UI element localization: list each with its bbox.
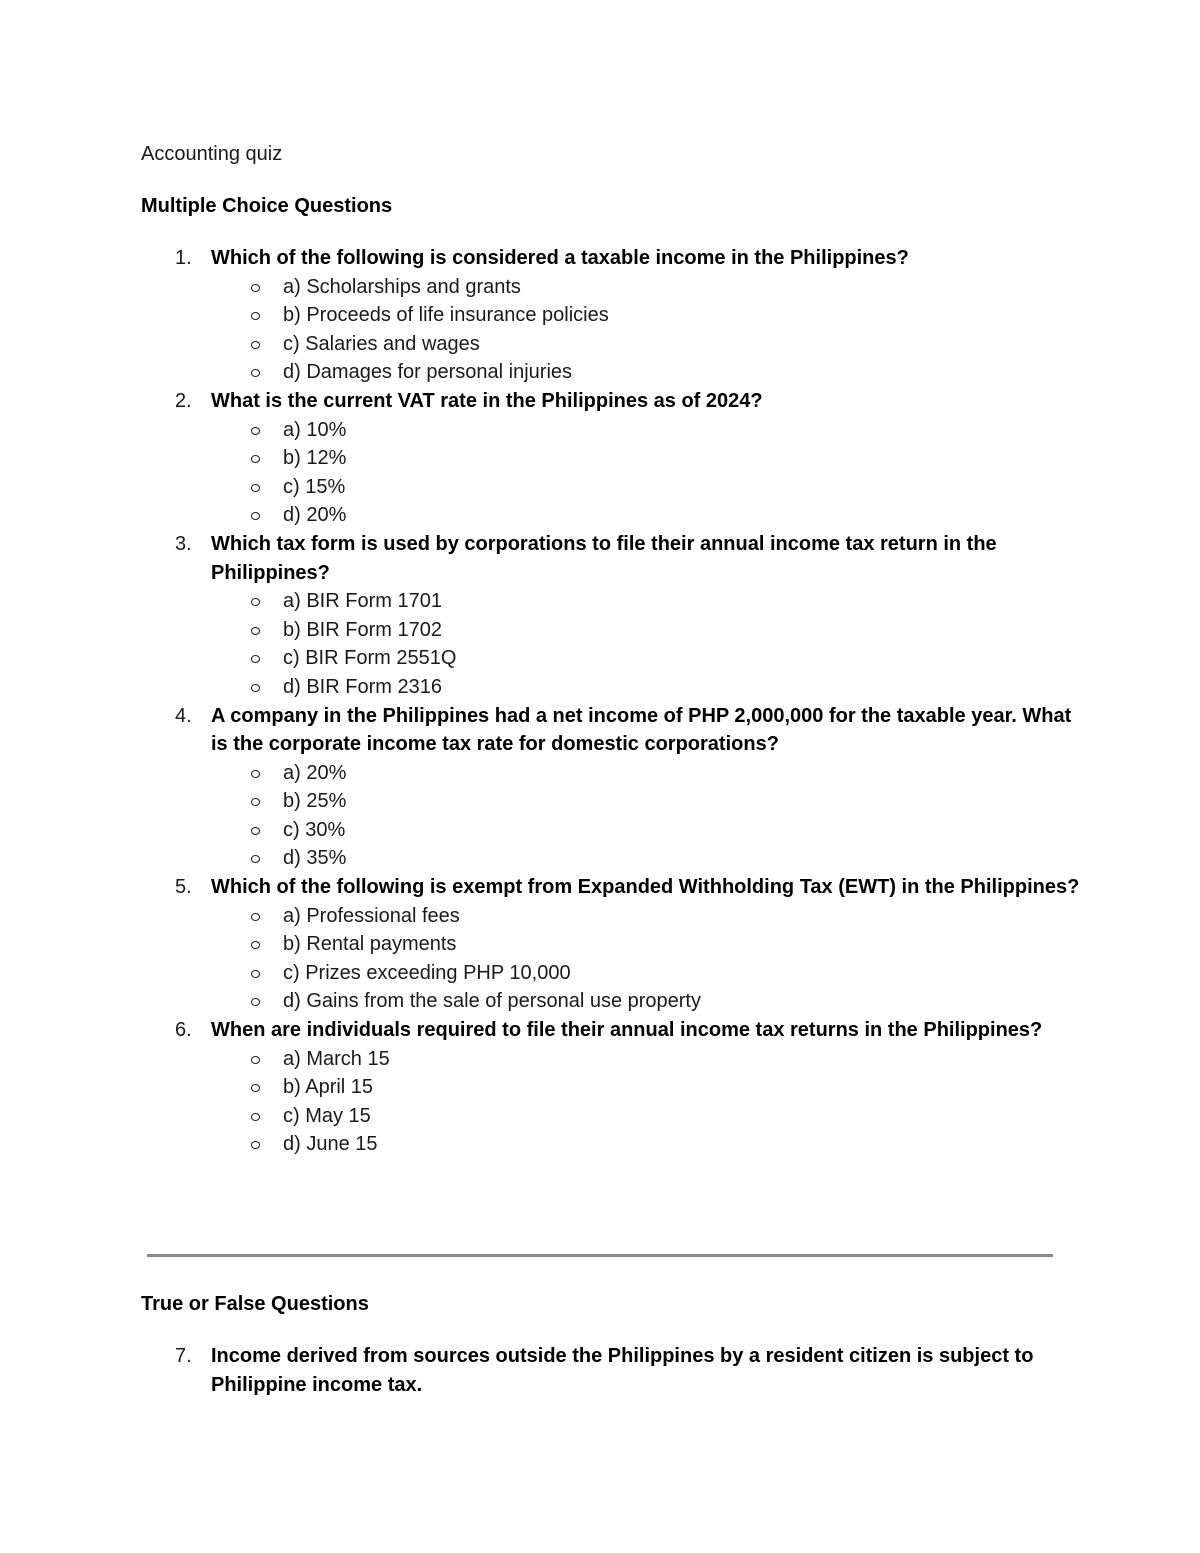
- circle-bullet-icon: [251, 1056, 260, 1064]
- circle-bullet-icon: [251, 284, 260, 292]
- circle-bullet-icon: [251, 770, 260, 778]
- question-number: 2.: [175, 389, 192, 412]
- option-text: a) Scholarships and grants: [283, 275, 521, 298]
- circle-bullet-icon: [251, 798, 260, 806]
- option-text: b) Rental payments: [283, 933, 457, 956]
- option-text: b) Proceeds of life insurance policies: [283, 304, 609, 327]
- circle-bullet-icon: [251, 1141, 260, 1149]
- circle-bullet-icon: [251, 427, 260, 435]
- circle-bullet-icon: [251, 684, 260, 692]
- option-c: [211, 473, 1081, 502]
- option-text: d) Gains from the sale of personal use property: [283, 990, 701, 1013]
- option-text: c) 30%: [283, 818, 346, 841]
- option-b: [211, 787, 1081, 816]
- circle-bullet-icon: [251, 855, 260, 863]
- circle-bullet-icon: [251, 970, 260, 978]
- question-6: [141, 1016, 1081, 1159]
- circle-bullet-icon: [251, 341, 260, 349]
- option-d: [211, 1130, 1081, 1159]
- question-text: What is the current VAT rate in the Philippines as of 2024?: [211, 389, 763, 412]
- circle-bullet-icon: [251, 627, 260, 635]
- option-list: [211, 416, 1081, 530]
- option-d: [211, 844, 1081, 873]
- option-d: [211, 673, 1081, 702]
- option-b: [211, 301, 1081, 330]
- option-list: [211, 273, 1081, 387]
- question-4: [141, 702, 1081, 874]
- option-text: d) BIR Form 2316: [283, 675, 442, 698]
- question-text: Income derived from sources outside the Philippines by a resident citizen is subject to Philippine income tax.: [211, 1345, 1034, 1396]
- circle-bullet-icon: [251, 312, 260, 320]
- option-b: [211, 444, 1081, 473]
- circle-bullet-icon: [251, 484, 260, 492]
- question-text: Which tax form is used by corporations to file their annual income tax return in the Philippines?: [211, 532, 997, 584]
- horizontal-divider: [147, 1254, 1053, 1257]
- option-list: [211, 1045, 1081, 1159]
- question-number: 3.: [175, 532, 192, 555]
- question-1: [141, 244, 1081, 387]
- circle-bullet-icon: [251, 1084, 260, 1092]
- question-text: Which of the following is exempt from Expanded Withholding Tax (EWT) in the Philippines?: [211, 876, 1080, 899]
- circle-bullet-icon: [251, 655, 260, 663]
- true-false-list: [141, 1342, 1081, 1399]
- option-d: [211, 358, 1081, 387]
- question-number: 7.: [175, 1345, 192, 1367]
- option-a: [211, 902, 1081, 931]
- option-a: [211, 416, 1081, 445]
- option-d: [211, 987, 1081, 1016]
- option-d: [211, 501, 1081, 530]
- option-c: [211, 1102, 1081, 1131]
- question-5: [141, 873, 1081, 1016]
- question-2: [141, 387, 1081, 530]
- option-list: [211, 587, 1081, 701]
- option-text: c) Prizes exceeding PHP 10,000: [283, 961, 571, 984]
- option-text: c) 15%: [283, 475, 346, 498]
- option-a: [211, 273, 1081, 302]
- option-c: [211, 644, 1081, 673]
- option-text: a) Professional fees: [283, 904, 460, 927]
- option-text: d) 35%: [283, 847, 347, 870]
- option-text: b) 12%: [283, 447, 347, 470]
- question-text: When are individuals required to file their annual income tax returns in the Philippines?: [211, 1019, 1043, 1042]
- option-b: [211, 616, 1081, 645]
- question-number: 4.: [175, 704, 192, 727]
- option-c: [211, 330, 1081, 359]
- option-a: [211, 587, 1081, 616]
- option-text: a) 10%: [283, 418, 347, 441]
- circle-bullet-icon: [251, 512, 260, 520]
- question-number: 6.: [175, 1019, 192, 1042]
- circle-bullet-icon: [251, 941, 260, 949]
- option-text: b) BIR Form 1702: [283, 618, 442, 641]
- option-list: [211, 759, 1081, 873]
- option-text: a) March 15: [283, 1047, 390, 1070]
- option-text: d) June 15: [283, 1133, 378, 1156]
- circle-bullet-icon: [251, 913, 260, 921]
- option-text: a) 20%: [283, 761, 347, 784]
- circle-bullet-icon: [251, 1113, 260, 1121]
- option-text: c) May 15: [283, 1104, 371, 1127]
- circle-bullet-icon: [251, 455, 260, 463]
- option-c: [211, 816, 1081, 845]
- circle-bullet-icon: [251, 998, 260, 1006]
- question-number: 5.: [175, 876, 192, 899]
- question-7: [141, 1342, 1081, 1399]
- option-a: [211, 1045, 1081, 1074]
- option-list: [211, 902, 1081, 1016]
- question-text: A company in the Philippines had a net income of PHP 2,000,000 for the taxable year. What is the corporate income tax rate for domestic corporations?: [211, 704, 1072, 756]
- multiple-choice-heading: Multiple Choice Questions: [141, 195, 393, 217]
- option-c: [211, 959, 1081, 988]
- question-number: 1.: [175, 247, 192, 269]
- option-text: c) Salaries and wages: [283, 332, 480, 355]
- circle-bullet-icon: [251, 369, 260, 377]
- option-text: d) Damages for personal injuries: [283, 361, 573, 384]
- true-false-heading: True or False Questions: [141, 1293, 369, 1315]
- question-text: Which of the following is considered a taxable income in the Philippines?: [211, 247, 909, 269]
- option-b: [211, 930, 1081, 959]
- option-a: [211, 759, 1081, 788]
- option-text: d) 20%: [283, 504, 347, 527]
- option-text: b) 25%: [283, 790, 347, 813]
- option-b: [211, 1073, 1081, 1102]
- document-title: Accounting quiz: [141, 143, 283, 165]
- circle-bullet-icon: [251, 827, 260, 835]
- question-3: [141, 530, 1081, 702]
- option-text: b) April 15: [283, 1076, 374, 1099]
- circle-bullet-icon: [251, 598, 260, 606]
- option-text: c) BIR Form 2551Q: [283, 647, 457, 670]
- multiple-choice-list: [141, 244, 1081, 1159]
- option-text: a) BIR Form 1701: [283, 590, 442, 613]
